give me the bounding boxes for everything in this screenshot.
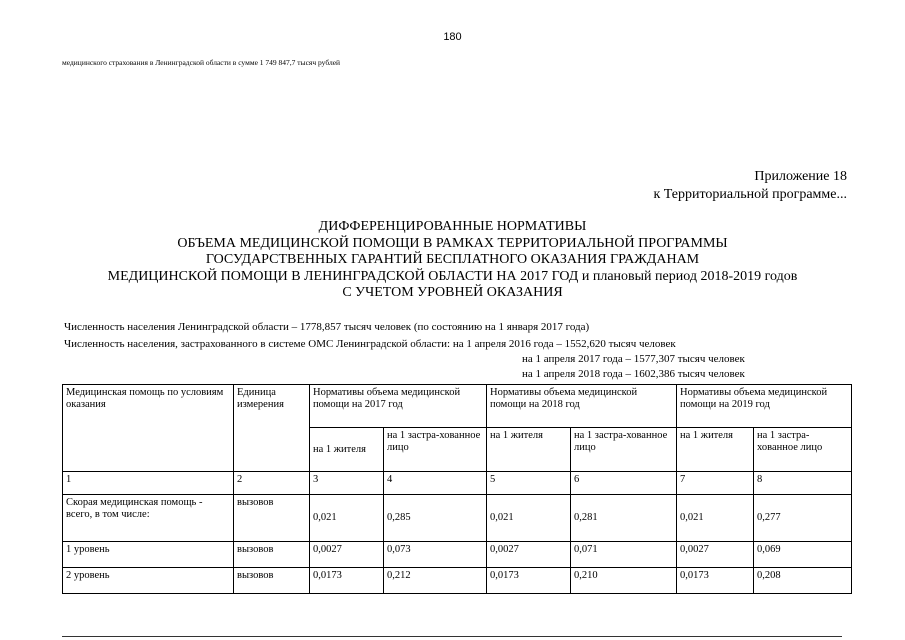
value-2019-insured: 0,069 <box>754 542 852 568</box>
row-care-type: 1 уровень <box>63 542 234 568</box>
column-number: 8 <box>754 472 852 495</box>
population-total: Численность населения Ленинградской области – 1778,857 тысяч человек (по состоянию на 1 января 2017 года) <box>64 321 590 333</box>
value-2017-insured: 0,212 <box>384 568 487 594</box>
row-unit: вызовов <box>234 495 310 542</box>
appendix-number: Приложение 18 <box>754 169 847 184</box>
table-row <box>63 568 852 594</box>
row-care-type: Скорая медицинская помощь - всего, в том числе: <box>63 495 234 542</box>
title-line: ДИФФЕРЕНЦИРОВАННЫЕ НОРМАТИВЫ <box>318 219 587 234</box>
value-2017-resident: 0,0173 <box>310 568 384 594</box>
value-2017-resident: 0,021 <box>310 495 384 542</box>
column-number: 6 <box>571 472 677 495</box>
document-title <box>0 219 905 302</box>
carryover-text: медицинского страхования в Ленинградской области в сумме 1 749 847,7 тысяч рублей <box>62 58 341 67</box>
title-line: ОБЪЕМА МЕДИЦИНСКОЙ ПОМОЩИ В РАМКАХ ТЕРРИТОРИАЛЬНОЙ ПРОГРАММЫ <box>177 235 728 251</box>
value-2019-insured: 0,208 <box>754 568 852 594</box>
column-number: 2 <box>234 472 310 495</box>
value-2018-insured: 0,281 <box>571 495 677 542</box>
subheader-per-insured: на 1 застра-хованное лицо <box>571 428 677 472</box>
subheader-per-resident: на 1 жителя <box>677 428 754 472</box>
column-number: 3 <box>310 472 384 495</box>
header-care-type: Медицинская помощь по условиям оказания <box>63 385 234 472</box>
header-2019: Нормативы объема медицинской помощи на 2019 год <box>677 385 852 428</box>
value-2017-resident: 0,0027 <box>310 542 384 568</box>
column-number-row <box>63 472 852 495</box>
table-row <box>63 495 852 542</box>
column-number: 7 <box>677 472 754 495</box>
title-line: МЕДИЦИНСКОЙ ПОМОЩИ В ЛЕНИНГРАДСКОЙ ОБЛАСТИ НА 2017 ГОД и плановый период 2018-2019 годов <box>107 268 798 284</box>
appendix-reference <box>653 168 847 204</box>
subheader-per-insured: на 1 застра-хованное лицо <box>384 428 487 472</box>
header-2018: Нормативы объема медицинской помощи на 2018 год <box>487 385 677 428</box>
value-2018-resident: 0,0027 <box>487 542 571 568</box>
column-number: 5 <box>487 472 571 495</box>
title-line: ГОСУДАРСТВЕННЫХ ГАРАНТИЙ БЕСПЛАТНОГО ОКАЗАНИЯ ГРАЖДАНАМ <box>205 252 700 267</box>
column-number: 1 <box>63 472 234 495</box>
subheader-per-resident: на 1 жителя <box>487 428 571 472</box>
population-insured-2017: на 1 апреля 2017 года – 1577,307 тысяч человек <box>522 353 745 365</box>
appendix-program: к Территориальной программе... <box>653 187 847 202</box>
value-2017-insured: 0,285 <box>384 495 487 542</box>
value-2019-resident: 0,0027 <box>677 542 754 568</box>
page-bottom-divider <box>62 636 842 637</box>
subheader-per-resident: на 1 жителя <box>310 428 384 472</box>
row-unit: вызовов <box>234 542 310 568</box>
norms-table <box>62 384 852 594</box>
population-insured-2018: на 1 апреля 2018 года – 1602,386 тысяч человек <box>522 368 745 380</box>
subheader-per-insured: на 1 застра-хованное лицо <box>754 428 852 472</box>
column-number: 4 <box>384 472 487 495</box>
header-row <box>63 385 852 428</box>
header-2017: Нормативы объема медицинской помощи на 2017 год <box>310 385 487 428</box>
value-2017-insured: 0,073 <box>384 542 487 568</box>
row-care-type: 2 уровень <box>63 568 234 594</box>
value-2018-insured: 0,210 <box>571 568 677 594</box>
title-line: С УЧЕТОМ УРОВНЕЙ ОКАЗАНИЯ <box>342 285 563 300</box>
value-2018-insured: 0,071 <box>571 542 677 568</box>
value-2018-resident: 0,0173 <box>487 568 571 594</box>
row-unit: вызовов <box>234 568 310 594</box>
header-unit: Единица измерения <box>234 385 310 472</box>
table-row <box>63 542 852 568</box>
value-2019-resident: 0,021 <box>677 495 754 542</box>
value-2018-resident: 0,021 <box>487 495 571 542</box>
population-insured-2016: Численность населения, застрахованного в системе ОМС Ленинградской области: на 1 апреля 2016 года – 1552,620 тысяч человек <box>64 338 676 350</box>
page-number: 180 <box>443 31 462 43</box>
value-2019-resident: 0,0173 <box>677 568 754 594</box>
value-2019-insured: 0,277 <box>754 495 852 542</box>
